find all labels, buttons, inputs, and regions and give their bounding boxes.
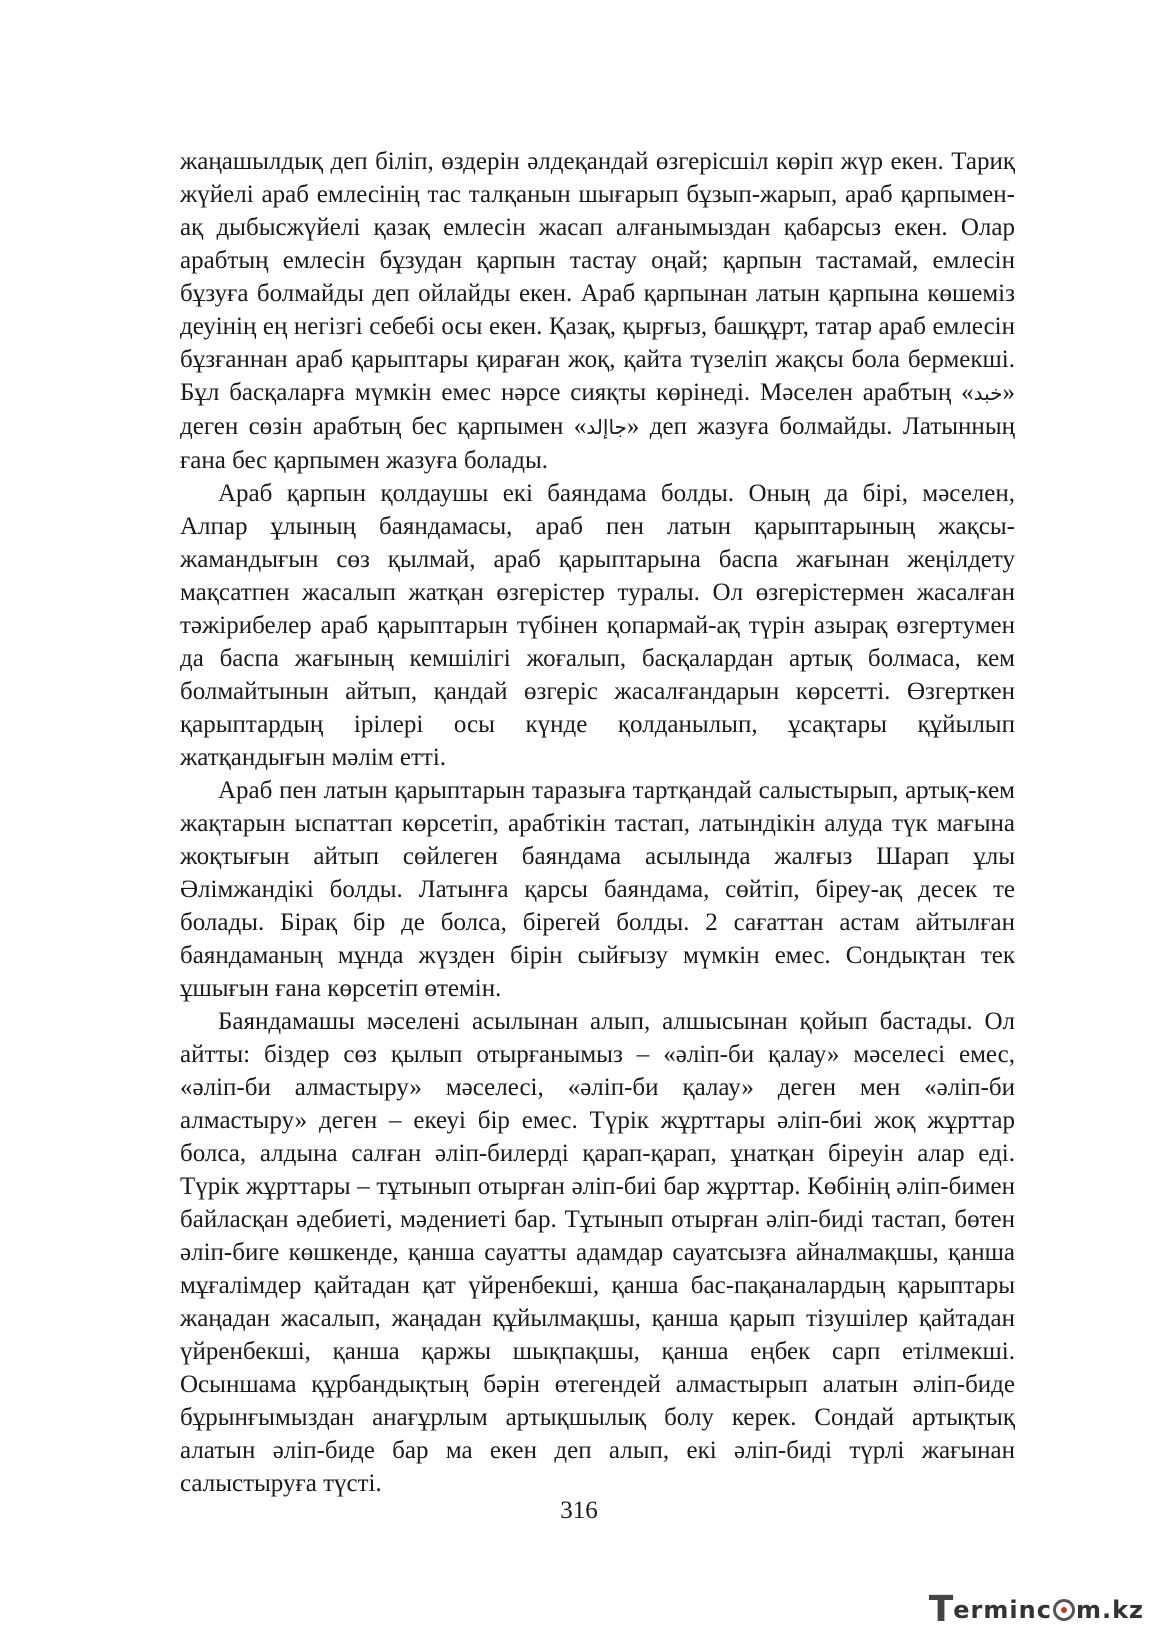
paragraph-1 xyxy=(180,145,1015,477)
paragraph-3 xyxy=(180,774,1015,1005)
watermark-t-letter: T xyxy=(928,1589,954,1630)
paragraph-4-text: Баяндамашы мәселені асылынан алып, алшысынан қойып бастады. Ол айтты: біздер сөз қылып отырғанымыз – «әліп-би қалау» мәселесі емес, «әліп-би алмастыру» мәселесі, «әліп-би қалау» деген мен «әліп-би алмастыру» деген – екеуі бір емес. Түрік жұрттары әліп-биі жоқ жұрттар болса, алдына салған әліп-билерді қарап-қарап, ұнатқан біреуін алар еді. Түрік жұрттары – тұтынып отырған әліп-биі бар жұрттар. Көбінің әліп-бимен байласқан әдебиеті, мәдениеті бар. Тұтынып отырған әліп-биді тастап, бөтен әліп-биге көшкенде, қанша сауатты адамдар сауатсызға айналмақшы, қанша мұғалімдер қайтадан қат үйренбекші, қанша бас-пақаналардың қарыптары жаңадан жасалып, жаңадан құйылмақшы, қанша қарып тізушілер қайтадан үйренбекші, қанша қаржы шықпақшы, қанша еңбек сарп етілмекші. Осыншама құрбандықтың бәрін өтегендей алмастырып алатын әліп-биде бұрынғымыздан анағұрлым артықшылық болу керек. Сондай артықтық алатын әліп-биде бар ма екен деп алып, екі әліп-биді түрлі жағынан салыстыруға түсті. xyxy=(180,1008,1015,1497)
paragraph-4 xyxy=(180,1005,1015,1500)
paragraph-3-text: Араб пен латын қарыптарын таразыға тартқандай салыстырып, артық-кем жақтарын ыспаттап көрсетіп, арабтікін тастап, латындікін алуда түк мағына жоқтығын айтып сөйлеген баяндама асылында жалғыз Шарап ұлы Әлімжандікі болды. Латынға қарсы баяндама, сөйтіп, біреу-ақ десек те болады. Бірақ бір де болса, бірегей болды. 2 сағаттан астам айтылған баяндаманың мұнда жүзден бірін сыйғызу мүмкін емес. Сондықтан тек ұшығын ғана көрсетіп өтемін. xyxy=(180,777,1015,1002)
arabic-word-2: جاإلد xyxy=(586,415,627,439)
watermark-circle-icon xyxy=(1053,1599,1075,1621)
watermark-text-b: m.kz xyxy=(1075,1596,1144,1624)
paragraph-2 xyxy=(180,477,1015,774)
terminkom-watermark xyxy=(929,1590,1144,1630)
paragraph-1-text-b: » деген сөзін арабтың бес қарпымен « xyxy=(180,379,1015,440)
paragraph-1-text-a: жаңашылдық деп біліп, өздерін әлдеқандай өзгерісшіл көріп жүр екен. Тариқ жүйелі араб емлесінің тас талқанын шығарып бұзып-жарып, араб қарпымен-ақ дыбысжүйелі қазақ емлесін жасап алғанымыздан қабарсыз екен. Олар арабтың емлесін бұзудан қарпын тастау оңай; қарпын тастамай, емлесін бұзуға болмайды деп ойлайды екен. Араб қарпынан латын қарпына көшеміз деуінің ең негізгі себебі осы екен. Қазақ, қырғыз, башқұрт, татар араб емлесін бұзғаннан араб қарыптары қираған жоқ, қайта түзеліп жақсы бола бермекші. Бұл басқаларға мүмкін емес нәрсе сияқты көрінеді. Мәселен арабтың « xyxy=(180,148,1015,406)
page-number: 316 xyxy=(560,1497,598,1524)
arabic-word-1: خبد xyxy=(973,381,1003,405)
paragraph-1-text-c: » деп жазуға болмайды. Латынның ғана бес қарпымен жазуға болады. xyxy=(180,413,1015,474)
document-body xyxy=(180,145,1015,1500)
watermark-text-a: erminc xyxy=(953,1596,1052,1624)
paragraph-2-text: Араб қарпын қолдаушы екі баяндама болды. Оның да бірі, мәселен, Алпар ұлының баяндамасы, араб пен латын қарыптарының жақсы-жамандығын сөз қылмай, араб қарыптарына баспа жағынан жеңілдету мақсатпен жасалып жатқан өзгерістер туралы. Ол өзгерістермен жасалған тәжірибелер араб қарыптарын түбінен қопармай-ақ түрін азырақ өзгертумен да баспа жағының кемшілігі жоғалып, басқалардан артық болмаса, кем болмайтынын айтып, қандай өзгеріс жасалғандарын көрсетті. Өзгерткен қарыптардың ірілері осы күнде қолданылып, ұсақтары құйылып жатқандығын мәлім етті. xyxy=(180,480,1015,771)
